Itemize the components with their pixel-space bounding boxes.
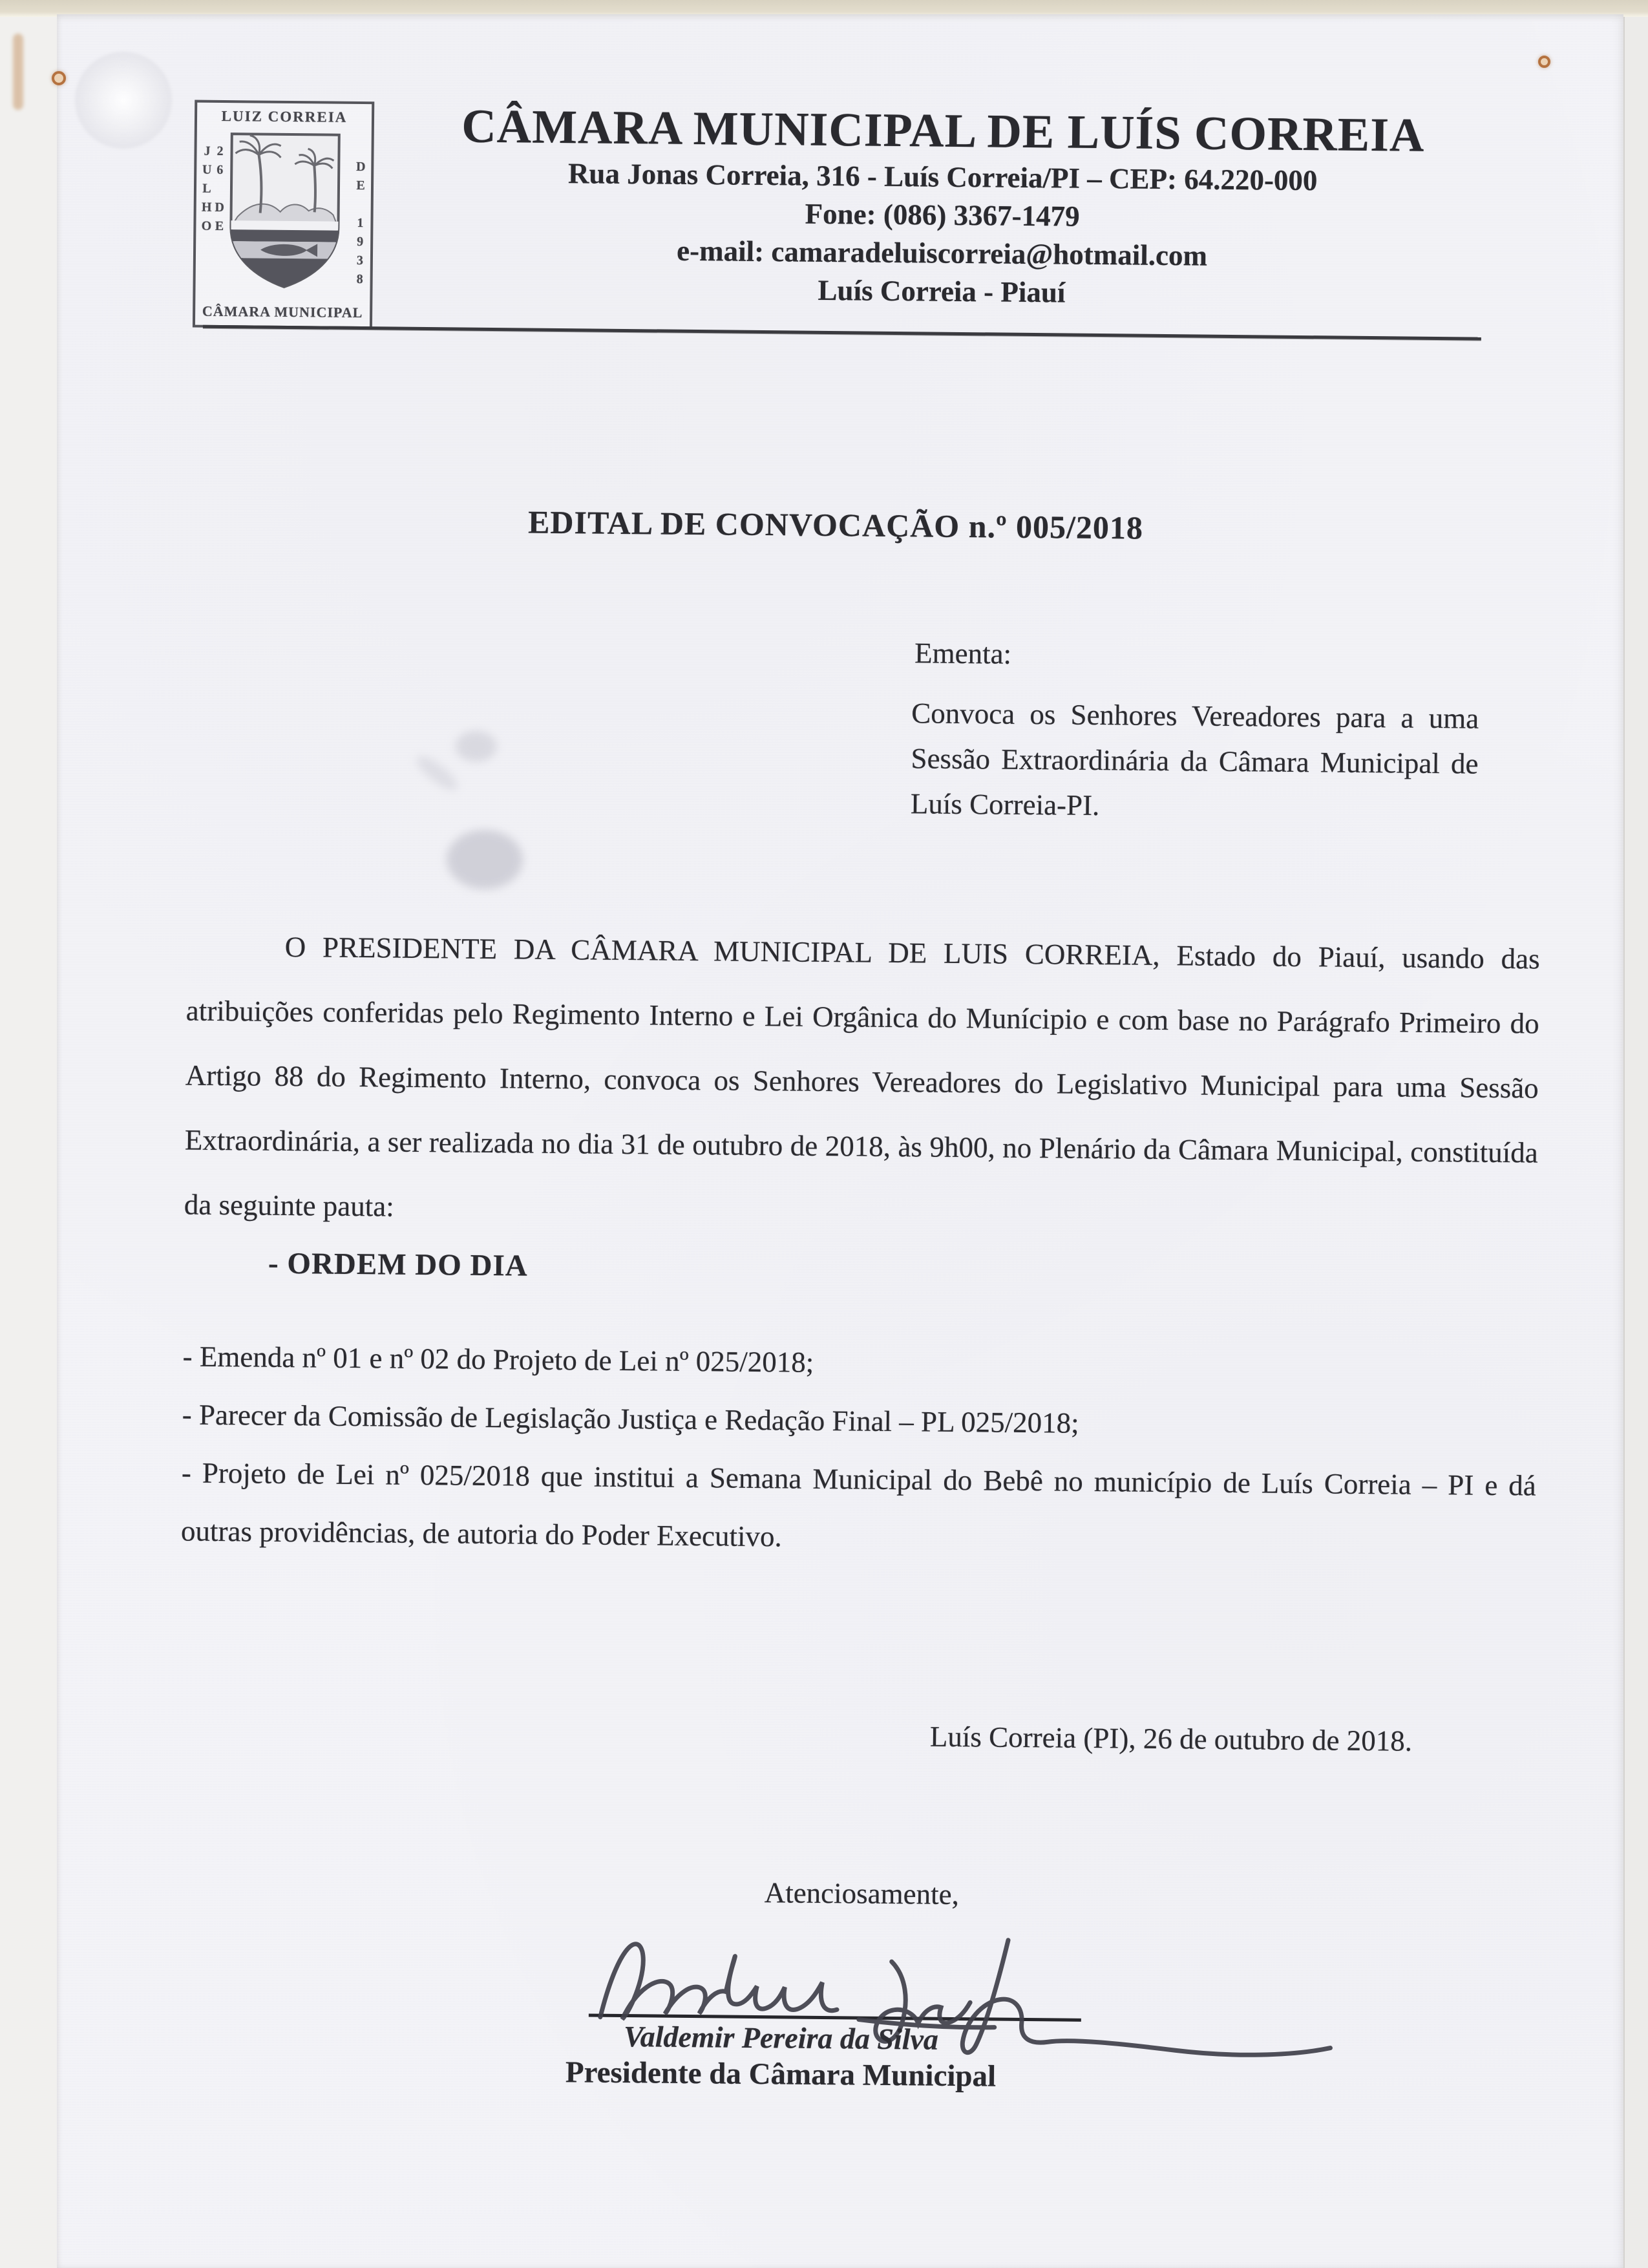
org-name: CÂMARA MUNICIPAL DE LUÍS CORREIA [461, 100, 1425, 162]
document-title: EDITAL DE CONVOCAÇÃO n.º 005/2018 [527, 503, 1144, 546]
scan-smudge [447, 829, 523, 889]
org-city: Luís Correia - Piauí [818, 273, 1066, 309]
agenda-item: - Parecer da Comissão de Legislação Justiça e Redação Final – PL 025/2018; [182, 1398, 1079, 1439]
logo-bottom-label: CÂMARA MUNICIPAL [202, 302, 363, 321]
signer-role: Presidente da Câmara Municipal [565, 2055, 997, 2093]
agenda-list [181, 1327, 1537, 1573]
coat-of-arms-icon [222, 130, 346, 293]
agenda-item: - Emenda nº 01 e nº 02 do Projeto de Lei nº 025/2018; [182, 1340, 814, 1379]
logo-left-label: 26 DE JULHO [199, 143, 227, 238]
header-divider [203, 325, 1481, 341]
ementa-label: Ementa: [914, 637, 1012, 670]
ementa-text: Convoca os Senhores Vereadores para a uma Sessão Extraordinária da Câmara Municipal de Luís Correia-PI. [910, 697, 1479, 822]
paper-sheet [57, 14, 1623, 2268]
scan-smudge [412, 751, 462, 796]
agenda-item: - Projeto de Lei nº 025/2018 que institui a Semana Municipal do Bebê no município de Luís Correia – PI e dá outras providências, de autoria do Poder Executivo. [180, 1456, 1537, 1553]
letterhead [403, 99, 1481, 316]
org-phone: Fone: (086) 3367-1479 [805, 197, 1080, 233]
staple-mark-left [52, 71, 66, 85]
rust-stain [13, 34, 23, 110]
body-paragraph: O PRESIDENTE DA CÂMARA MUNICIPAL DE LUIS CORREIA, Estado do Piauí, usando das atribuições conferidas pelo Regimento Interno e Lei Orgânica do Munícipio e com base no Parágrafo Primeiro do Artigo 88 do Regimento Interno, convoca os Senhores Vereadores do Legislativo Municipal para uma Sessão Extraordinária, a ser realizada no dia 31 de outubro de 2018, às 9h00, no Plenário da Câmara Municipal, constituída da seguinte pauta: [184, 930, 1540, 1223]
logo-top-label: LUIZ CORREIA [221, 107, 348, 125]
closing-salutation: Atenciosamente, [764, 1876, 960, 1911]
signer-name: Valdemir Pereira da Silva [623, 2020, 939, 2056]
logo-right-label: DE 1938 [352, 159, 368, 291]
staple-mark-right [1538, 56, 1550, 68]
date-line: Luís Correia (PI), 26 de outubro de 2018. [929, 1720, 1413, 1757]
org-email: e-mail: camaradeluiscorreia@hotmail.com [676, 234, 1208, 272]
scan-smudge [455, 730, 496, 762]
document-content [36, 13, 1623, 2268]
org-address: Rua Jonas Correia, 316 - Luís Correia/PI – CEP: 64.220-000 [567, 157, 1318, 197]
under-sheet-right-edge [1623, 17, 1648, 2268]
agenda-heading: - ORDEM DO DIA [268, 1246, 528, 1283]
org-logo [193, 100, 374, 330]
